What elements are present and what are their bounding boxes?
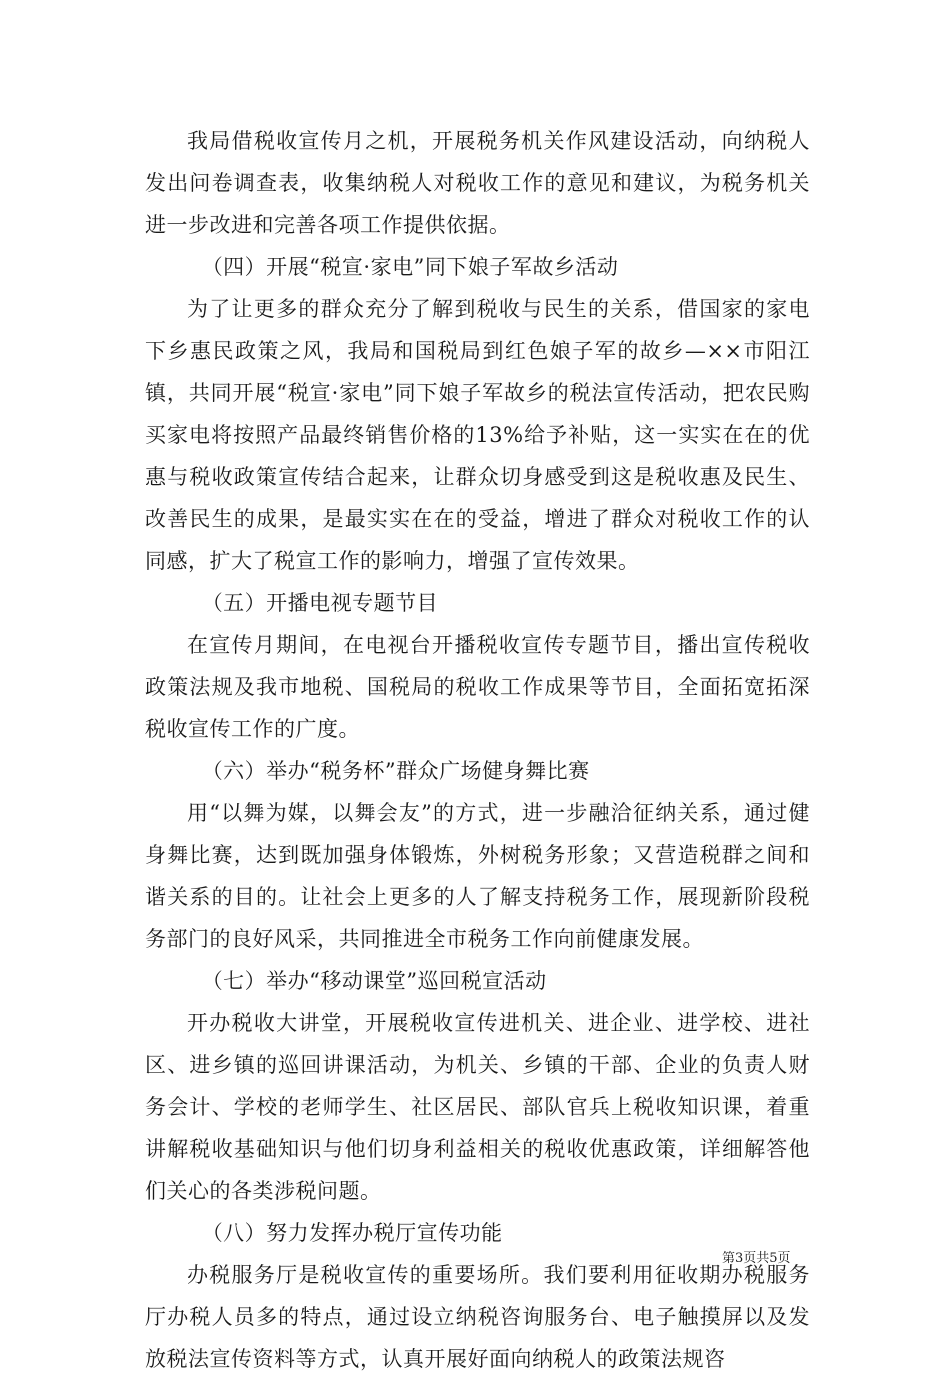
document-body bbox=[145, 120, 810, 1380]
paragraph-mobile-classroom: 开办税收大讲堂，开展税收宣传进机关、进企业、进学校、进社区、进乡镇的巡回讲课活动，为机关、乡镇的干部、企业的负责人财务会计、学校的老师学生、社区居民、部队官兵上税收知识课，着重讲解税收基础知识与他们切身利益相关的税收优惠政策，详细解答他们关心的各类涉税问题。 bbox=[145, 1011, 810, 1203]
paragraph-dance-contest: 用“以舞为媒，以舞会友”的方式，进一步融洽征纳关系，通过健身舞比赛，达到既加强身体锻炼，外树税务形象；又营造税群之间和谐关系的目的。让社会上更多的人了解支持税务工作，展现新阶段税务部门的良好风采，共同推进全市税务工作向前健康发展。 bbox=[145, 801, 810, 951]
page-number: 第3页共5页 bbox=[722, 1251, 791, 1266]
paragraph-tv-program: 在宣传月期间，在电视台开播税收宣传专题节目，播出宣传税收政策法规及我市地税、国税局的税收工作成果等节目，全面拓宽拓深税收宣传工作的广度。 bbox=[145, 633, 810, 741]
section-heading-4: （四）开展“税宣·家电”同下娘子军故乡活动 bbox=[201, 255, 619, 279]
paragraph-survey: 我局借税收宣传月之机，开展税务机关作风建设活动，向纳税人发出问卷调查表，收集纳税人对税收工作的意见和建议，为税务机关进一步改进和完善各项工作提供依据。 bbox=[145, 129, 810, 237]
section-heading-7: （七）举办“移动课堂”巡回税宣活动 bbox=[201, 969, 547, 993]
paragraph-tax-hall: 办税服务厅是税收宣传的重要场所。我们要利用征收期办税服务厅办税人员多的特点，通过设立纳税咨询服务台、电子触摸屏以及发放税法宣传资料等方式，认真开展好面向纳税人的政策法规咨 bbox=[145, 1263, 810, 1371]
paragraph-appliances: 为了让更多的群众充分了解到税收与民生的关系，借国家的家电下乡惠民政策之风，我局和国税局到红色娘子军的故乡—××市阳江镇，共同开展“税宣·家电”同下娘子军故乡的税法宣传活动，把农民购买家电将按照产品最终销售价格的13%给予补贴，这一实实在在的优惠与税收政策宣传结合起来，让群众切身感受到这是税收惠及民生、改善民生的成果，是最实实在在的受益，增进了群众对税收工作的认同感，扩大了税宣工作的影响力，增强了宣传效果。 bbox=[145, 297, 810, 573]
section-heading-8: （八）努力发挥办税厅宣传功能 bbox=[201, 1221, 503, 1245]
section-heading-6: （六）举办“税务杯”群众广场健身舞比赛 bbox=[201, 759, 590, 783]
section-heading-5: （五）开播电视专题节目 bbox=[201, 591, 439, 615]
